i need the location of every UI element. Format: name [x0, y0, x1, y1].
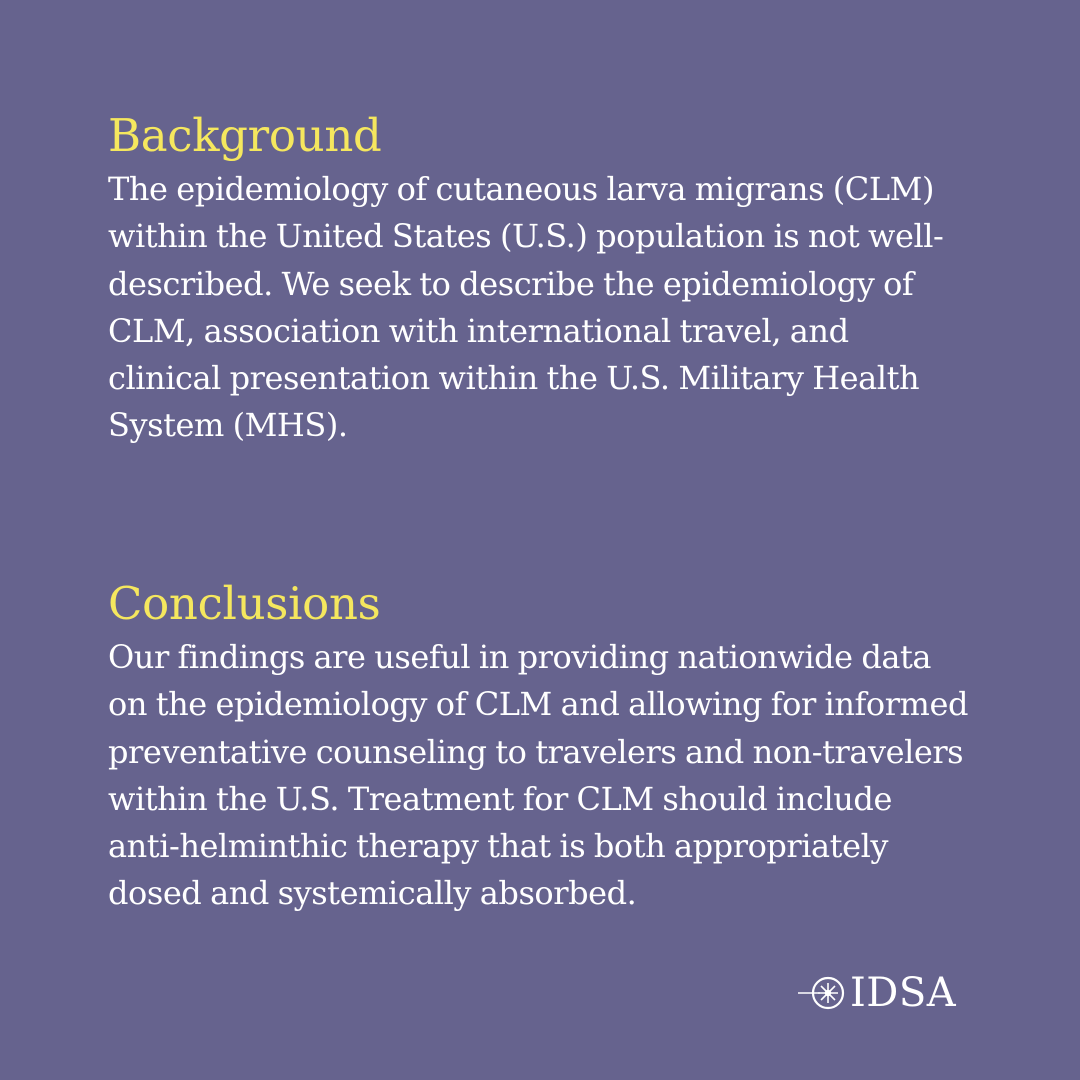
- conclusions-section: [108, 578, 968, 918]
- background-section: [108, 110, 968, 450]
- background-text: The epidemiology of cutaneous larva migrans (CLM) within the United States (U.S.) population is not well-described. We seek to describe the epidemiology of CLM, association with international travel, and clinical presentation within the U.S. Military Health System (MHS).: [108, 170, 944, 445]
- conclusions-heading: Conclusions: [108, 577, 381, 630]
- logo-wordmark: IDSA: [850, 970, 957, 1016]
- background-heading: Background: [108, 109, 382, 162]
- starburst-icon: [798, 971, 848, 1015]
- idsa-logo: [798, 968, 956, 1018]
- conclusions-text: Our findings are useful in providing nationwide data on the epidemiology of CLM and allowing for informed preventative counseling to travelers and non-travelers within the U.S. Treatment for CLM should include anti-helminthic therapy that is both appropriately dosed and systemically absorbed.: [108, 638, 968, 913]
